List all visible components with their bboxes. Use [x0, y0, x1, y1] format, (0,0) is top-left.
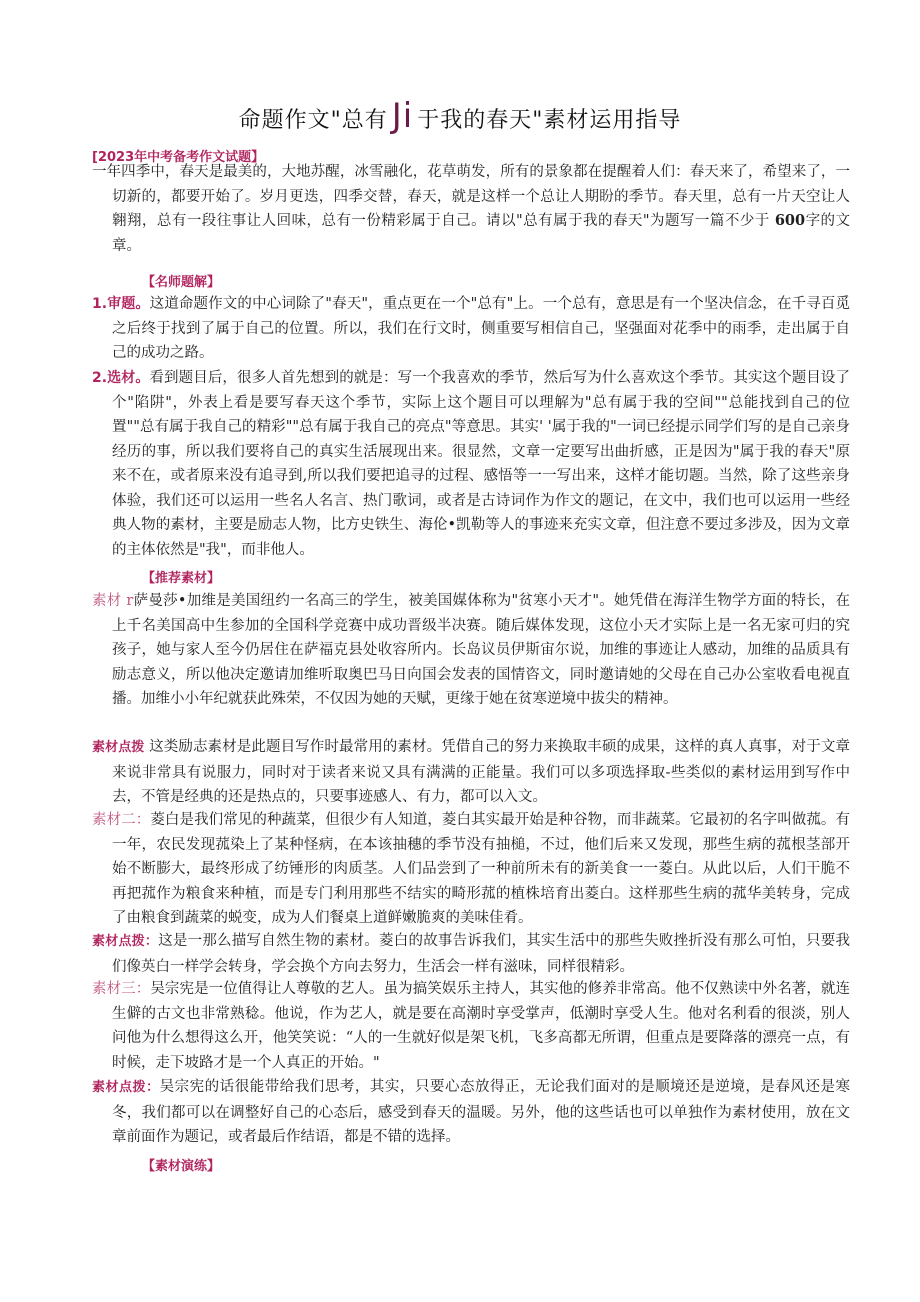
material-1 — [92, 589, 850, 712]
material-1-comment-label: 素材点拨 — [92, 740, 145, 755]
material-3-label: 素材三： — [92, 981, 151, 997]
page-title — [0, 96, 920, 136]
material-3-comment-label: 素材点拨： — [92, 1080, 160, 1095]
material-3-text: 吴宗宪是一位值得让人尊敬的艺人。虽为搞笑娱乐主持人，其实他的修养非常高。他不仅熟读中外名著，就连生僻的古文也非常熟稔。他说，作为艺人，就是要在高潮时享受掌声，低潮时享受人生。他对名利看的很淡，别人问他为什么想得这么开，他笑笑说：“人的一生就好似是架飞机，飞多高都无所谓，但重点是要降落的漂亮一点，有时候，走下坡路才是一个人真正的开始。" — [112, 981, 851, 1071]
material-1-comment-text: 这类励志素材是此题目写作时最常用的素材。凭借自己的努力来换取丰硕的成果，这样的真人真事，对于文章来说非常具有说服力，同时对于读者来说又具有满满的正能量。我们可以多项选择取-些类似的素材运用到写作中去，不管是经典的还是热点的，只要事迹感人、有力，都可以入文。 — [112, 739, 850, 805]
material-3-comment — [92, 1075, 850, 1150]
material-2 — [92, 808, 850, 931]
material-3 — [92, 977, 850, 1075]
material-2-comment — [92, 929, 850, 979]
section-practice-heading: 【素材演练】 — [142, 1159, 221, 1174]
prompt-text-b: 字的文章。 — [112, 213, 851, 254]
analysis-item-2 — [92, 366, 850, 562]
prompt-text-a: 一年四季中，春天是最美的，大地苏醒，冰雪融化，花草萌发，所有的景象都在提醒着人们：春天来了，希望来了，一切新的，都要开始了。岁月更迭，四季交替，春天，就是这样一个总让人期盼的季节。春天里，总有一片天空让人翱翔，总有一段往事让人回味，总有一份精彩属于自己。请以"总有属于我的春天"为题写一篇不少于 — [92, 164, 850, 229]
exam-title: [2023年中考备考作文试题】 — [92, 150, 265, 165]
analysis-item-2-label: 2.选材。 — [92, 370, 150, 386]
section-analysis-heading: 【名师题解】 — [142, 275, 221, 290]
title-prefix: 命题作文"总有 — [238, 108, 388, 133]
title-big-letters: Ji — [391, 96, 414, 136]
analysis-item-1 — [92, 292, 850, 366]
material-2-text: 菱白是我们常见的种蔬菜，但很少有人知道，菱白其实最开始是种谷物，而非蔬菜。它最初的名字叫做菰。有一年，农民发现菰染上了某种怪病，在本该抽穗的季节没有抽槌，不过，他们后来又发现，那些生病的菰根茎部开始不断膨大，最终形成了纺锤形的肉质茎。人们品尝到了一种前所未有的新美食一一菱白。从此以后，人们干脆不再把菰作为粮食来种植，而是专门利用那些不结实的畸形菰的植株培育出菱白。这样那些生病的菰华美转身，完成了由粮食到蔬菜的蜕变，成为人们餐桌上道鲜嫩脆爽的美味佳肴。 — [112, 812, 851, 926]
analysis-item-2-text: 看到题目后，很多人首先想到的就是：写一个我喜欢的季节，然后写为什么喜欢这个季节。其实这个题目设了个"陷阱"，外表上看是要写春天这个季节，实际上这个题目可以理解为"总有属于我的空间""总能找到自己的位置""总有属于我自己的精彩""总有属于我自己的亮点"等意思。其实' '属于我的"一词已经提示同学们写的是自己亲身经历的事，所以我们要将自己的真实生活展现出来。很显然，文章一定要写出曲折感，正是因为"属于我的春天"原来不在，或者原来没有追寻到,所以我们要把追寻的过程、感悟等一一写出来，这样才能切题。当然，除了这些亲身体验，我们还可以运用一些名人名言、热门歌词，或者是古诗词作为作文的题记，在文中，我们也可以运用一些经典人物的素材，主要是励志人物，比方史铁生、海伦•凯勒等人的事迹来充实文章，但注意不要过多涉及，因为文章的主体依然是"我"，而非他人。 — [112, 370, 850, 558]
title-suffix: 于我的春天"素材运用指导 — [417, 108, 682, 133]
material-3-comment-text: 吴宗宪的话很能带给我们思考，其实，只要心态放得正，无论我们面对的是顺境还是逆境，是春风还是寒冬，我们都可以在调整好自己的心态后，感受到春天的温暖。另外，他的这些话也可以单独作为素材使用，放在文章前面作为题记，或者最后作结语，都是不错的选择。 — [112, 1079, 850, 1145]
prompt-number: 600 — [774, 212, 806, 229]
analysis-item-1-text: 这道命题作文的中心词除了"春天"，重点更在一个"总有"上。一个总有，意思是有一个坚决信念，在千寻百觅之后终于找到了属于自己的位置。所以，我们在行文时，侧重要写相信自己，坚强面对花季中的雨季，走出属于自己的成功之路。 — [112, 296, 850, 361]
material-1-label: 素材 r — [92, 593, 134, 609]
section-materials-heading: 【推荐素材】 — [142, 571, 221, 586]
material-2-comment-label: 素材点拨： — [92, 934, 159, 949]
material-1-text: 萨曼莎•加维是美国纽约一名高三的学生，被美国媒体称为"贫寒小天才"。她凭借在海洋生物学方面的特长，在上千名美国高中生参加的全国科学竞赛中成功晋级半决赛。随后媒体发现，这位小天才实际上是一名无家可归的究孩子，她与家人至今仍居住在萨福克县处收容所内。长岛议员伊斯宙尔说，加维的事迹让人感动，加维的品质具有励志意义，所以他决定邀请加维听取奥巴马日向国会发表的国情咨文，同时邀请她的父母在自己办公室收看电视直播。加维小小年纪就获此殊荣，不仅因为她的天赋，更缘于她在贫寒逆境中拔尖的精神。 — [112, 593, 850, 707]
material-1-comment — [92, 735, 850, 810]
prompt-paragraph — [92, 160, 850, 258]
analysis-item-1-label: 1.审题。 — [92, 296, 150, 312]
material-2-comment-text: 这是一那么描写自然生物的素材。菱白的故事告诉我们，其实生活中的那些失败挫折没有那么可怕，只要我们像英白一样学会转身，学会换个方向去努力，生活会一样有滋味，同样很精彩。 — [112, 933, 850, 975]
material-2-label: 素材二： — [92, 812, 151, 828]
